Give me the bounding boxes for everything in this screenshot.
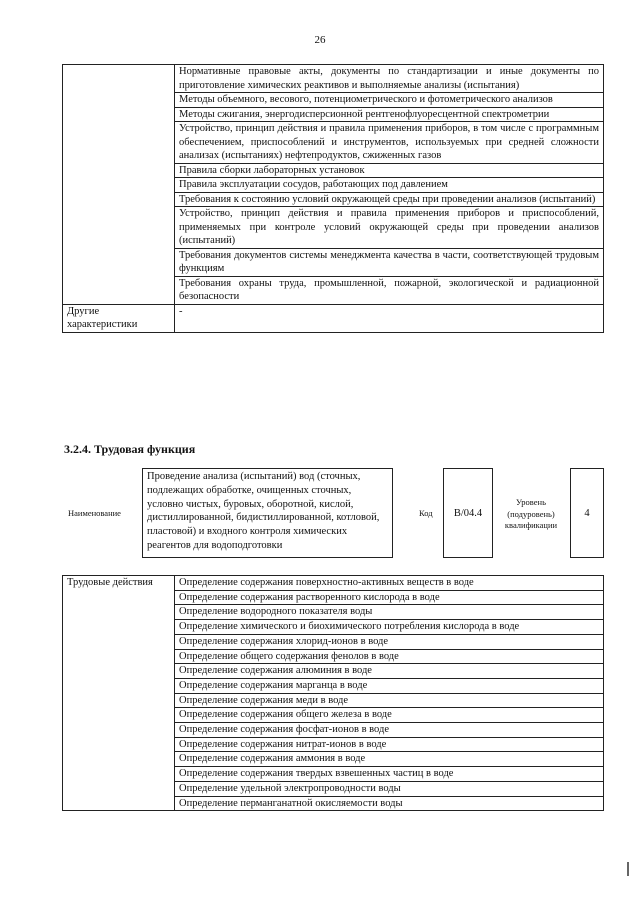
knowledge-item: Методы сжигания, энергодисперсионной рентгенофлуоресцентной спектрометрии <box>175 107 604 122</box>
labor-action: Определение содержания общего железа в воде <box>175 708 604 723</box>
table-row <box>63 65 604 93</box>
knowledge-item: Устройство, принцип действия и правила применения приборов и приспособлений, применяемых при контроле условий окружающей среды при проведении анализов (испытаний) <box>175 207 604 249</box>
knowledge-item: Правила сборки лабораторных установок <box>175 163 604 178</box>
labor-actions-table <box>62 575 604 811</box>
labor-action: Определение химического и биохимического потребления кислорода в воде <box>175 620 604 635</box>
qualification-level: 4 <box>570 468 604 558</box>
labor-action: Определение содержания фосфат-ионов в воде <box>175 723 604 738</box>
labor-action: Определение общего содержания фенолов в воде <box>175 649 604 664</box>
labor-action: Определение перманганатной окисляемости воды <box>175 796 604 811</box>
labor-action: Определение содержания нитрат-ионов в воде <box>175 737 604 752</box>
other-characteristics-value: - <box>175 304 604 332</box>
labor-action: Определение содержания алюминия в воде <box>175 664 604 679</box>
knowledge-item: Правила эксплуатации сосудов, работающих под давлением <box>175 178 604 193</box>
name-label: Наименование <box>68 508 121 518</box>
labor-action: Определение удельной электропроводности воды <box>175 781 604 796</box>
labor-action: Определение содержания аммония в воде <box>175 752 604 767</box>
labor-action: Определение содержания меди в воде <box>175 693 604 708</box>
function-code: В/04.4 <box>443 468 493 558</box>
label-cell <box>63 65 175 305</box>
knowledge-item: Нормативные правовые акты, документы по стандартизации и иные документы по приготовление химических реактивов и выполняемые анализы (испытания) <box>175 65 604 93</box>
labor-action: Определение водородного показателя воды <box>175 605 604 620</box>
table-row <box>63 304 604 332</box>
labor-action: Определение содержания поверхностно-активных веществ в воде <box>175 576 604 591</box>
qualification-level-label: Уровень (подуровень) квалификации <box>504 497 558 530</box>
knowledge-item: Требования документов системы менеджмента качества в части, соответствующей трудовым функциям <box>175 248 604 276</box>
labor-actions-label: Трудовые действия <box>63 576 175 811</box>
function-title-block <box>62 468 604 560</box>
labor-action: Определение содержания марганца в воде <box>175 678 604 693</box>
knowledge-item: Методы объемного, весового, потенциометрического и фотометрического анализов <box>175 93 604 108</box>
page-number: 26 <box>314 34 326 46</box>
knowledge-item: Требования охраны труда, промышленной, пожарной, экологической и радиационной безопасности <box>175 276 604 304</box>
labor-action: Определение содержания растворенного кислорода в воде <box>175 590 604 605</box>
other-characteristics-label: Другие характеристики <box>63 304 175 332</box>
labor-action: Определение содержания хлорид-ионов в воде <box>175 634 604 649</box>
function-name: Проведение анализа (испытаний) вод (сточных, подлежащих обработке, очищенных сточных, условно чистых, буровых, оборотной, кислой, дистиллированной, бидистиллированной, котловой, пластовой) и входного контроля химических реагентов для водоподготовки <box>142 468 393 558</box>
table-row <box>63 576 604 591</box>
required-knowledge-table <box>62 64 604 333</box>
knowledge-item: Требования к состоянию условий окружающей среды при проведении анализов (испытаний) <box>175 192 604 207</box>
section-heading: 3.2.4. Трудовая функция <box>64 442 196 456</box>
code-label: Код <box>419 508 433 518</box>
knowledge-item: Устройство, принцип действия и правила применения приборов, в том числе с программным обеспечением, приспособлений и инструментов, используемых при средней сложности анализах (испытаниях) нефтепродуктов, сжиженных газов <box>175 122 604 164</box>
scan-mark <box>627 862 629 876</box>
labor-action: Определение содержания твердых взвешенных частиц в воде <box>175 767 604 782</box>
